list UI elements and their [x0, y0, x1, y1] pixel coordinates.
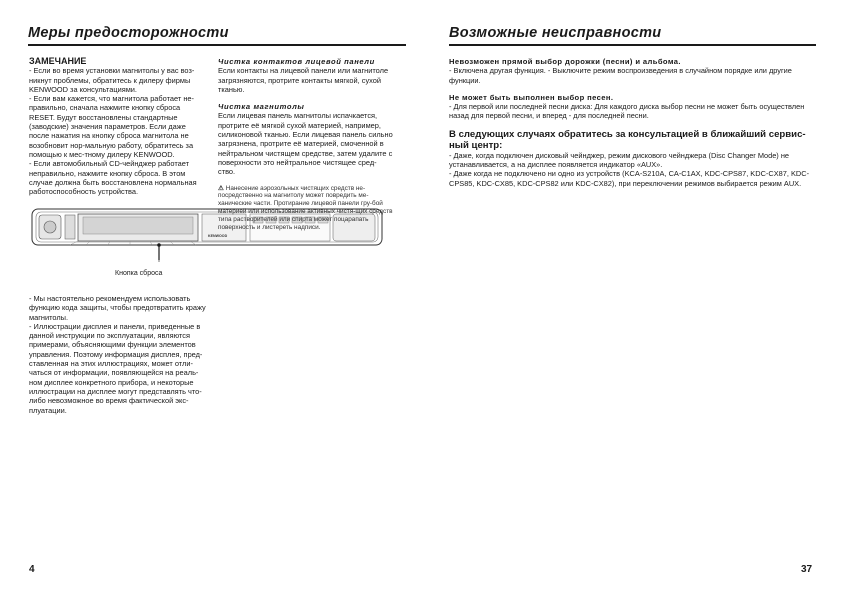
consult-heading: В следующих случаях обратитесь за консультацией в ближайший сервис-ный центр: [449, 128, 806, 151]
note-paragraph: - Если автомобильный CD-чейнджер работает неправильно, нажмите кнопку сброса. В этом случае должна быть восстановлена нормальная работоспособность устройства. [29, 159, 197, 197]
troubleshooting-column [449, 57, 816, 188]
unit-cleaning-heading: Чистка магнитолы [218, 102, 305, 112]
faceplate-text: Если контакты на лицевой панели или магнитоле загрязняются, протрите контакты мягкой, сухой тканью. [218, 66, 389, 94]
item1-heading: Невозможен прямой выбор дорожки (песни) и альбома. [449, 57, 681, 66]
faceplate-heading: Чистка контактов лицевой панели [218, 57, 375, 66]
warning-note [218, 185, 393, 232]
bottom-paragraph: - Иллюстрации дисплея и панели, приведенные в данной инструкции по эксплуатации, являются примерами, объясняющими функции элементов управления. Поэтому информация дисплея, пред-ставленная на этих иллюстрациях, может отли-чаться от информации, появляющейся на реаль-ном дисплее конкретного прибора, и некоторые иллюстрации на дисплее могут представлять что-либо невозможное во время фактической экс-плуатации. [29, 321, 203, 415]
item2-heading: Не может быть выполнен выбор песен. [449, 92, 614, 102]
right-page-title: Возможные неисправности [449, 25, 662, 41]
right-page-header [449, 22, 816, 46]
left-page-title: Меры предосторожности [28, 25, 229, 41]
left-page-header [28, 22, 406, 46]
reset-button-label: Кнопка сброса [115, 270, 163, 277]
item2-text: - Для первой или последней песни диска: Для каждого диска выбор песни не может быть осуществлен назад для первой песни, и вперед - для последней песни. [449, 102, 805, 121]
warning-icon: ⚠ [218, 184, 224, 192]
note-paragraph: - Если во время установки магнитолы у вас воз-никнут проблемы, обратитесь к дилеру фирмы KENWOOD за консультациями. [29, 66, 195, 94]
note-paragraph: - Если вам кажется, что магнитола работает не-правильно, сначала нажмите кнопку сброса RESET. Будут восстановлены стандартные (заводские) значения параметров. Если даже после нажатия на кнопку сброса магнитола не возобновит нор-мальную работу, обратитесь за помощью к мес-тному дилеру KENWOOD. [29, 94, 194, 159]
consult-line: - Даже, когда подключен дисковый чейнджер, режим дискового чейнджера (Disc Changer Mode) не устанавливается, а на дисплее появляется индикатор «AUX». [449, 150, 790, 170]
warning-text: Нанесение аэрозольных чистящих средств не-посредственно на магнитолу может повредить ме-ханические части. Протирание лицевой панели гру-бой материей или использование активных чистя-щих средств типа растворителей или спирта может поцарапать поверхность и листереть надписи. [218, 184, 393, 231]
item1-text: - Включена другая функция. - Выключите режим воспроизведения в случайном порядке или другие функции. [449, 66, 792, 85]
right-page-number: 37 [801, 564, 813, 575]
unit-cleaning-text: Если лицевая панель магнитолы испачкается, протрите её мягкой сухой материей, например, силиконовой тканью. Если лицевая панель сильно загрязнена, протрите её материей, смоченной в нейтральном чистящем средстве, затем удалите с поверхности это нейтральное чистящее сред-ство. [218, 111, 393, 177]
cleaning-column [218, 57, 393, 231]
bottom-paragraph: - Мы настоятельно рекомендуем использовать функцию кода защиты, чтобы предотвратить кражу магнитолы. [29, 294, 206, 322]
note-heading: ЗАМЕЧАНИЕ [29, 56, 87, 66]
left-bottom-notes [29, 294, 207, 415]
brand-logo: KENWOOD [208, 234, 228, 238]
note-column [29, 57, 207, 196]
left-page-number: 4 [29, 564, 35, 575]
consult-line: - Даже когда не подключено ни одно из устройств (KCA-S210A, CA-C1AX, KDC-CPS87, KDC-CX87, KDC-CPS85, KDC-CX85, KDC-CPS82 или KDC-CX82), при переключении режимов выбирается режим AUX. [449, 169, 810, 188]
